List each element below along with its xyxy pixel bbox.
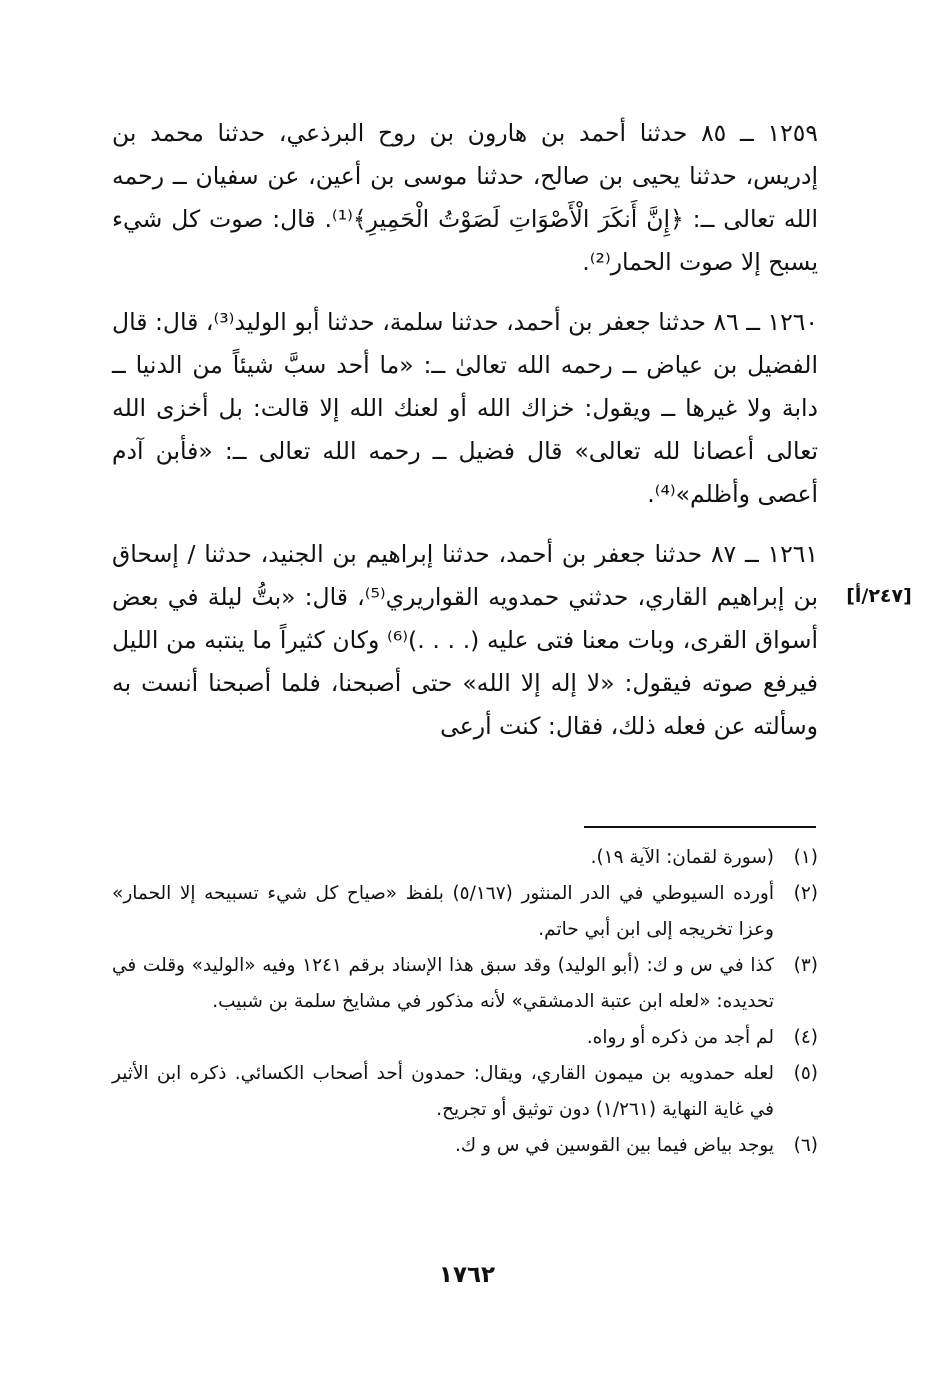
footnote-5 — [112, 1056, 818, 1128]
footnotes — [112, 840, 818, 1164]
footnote-separator — [584, 826, 816, 828]
page-number: ١٧٦٢ — [438, 1262, 496, 1288]
footnote-number: (٦) — [793, 1135, 818, 1156]
hadith-paragraph-1261: ١٢٦١ ــ ٨٧ حدثنا جعفر بن أحمد، حدثنا إبراهيم بن الجنيد، حدثنا / إسحاق بن إبراهيم القاري، حدثني حمدويه القواريري⁽⁵⁾، قال: «بتُّ ليلة في بعض أسواق القرى، وبات معنا فتى عليه (. . . .)⁽⁶⁾ وكان كثيراً ما ينتبه من الليل فيرفع صوته فيقول: «لا إله إلا الله» حتى أصبحنا، فلما أصبحنا أنست به وسألته عن فعله ذلك، فقال: كنت أرعى — [112, 540, 818, 740]
footnote-number: (٤) — [793, 1027, 818, 1048]
footnote-number: (٣) — [793, 955, 818, 976]
footnote-2 — [112, 876, 818, 948]
hadith-paragraph-1260: ١٢٦٠ ــ ٨٦ حدثنا جعفر بن أحمد، حدثنا سلمة، حدثنا أبو الوليد⁽³⁾، قال: قال الفضيل بن عياض ــ رحمه الله تعالىٰ ــ: «ما أحد سبَّ شيئاً من الدنيا ــ دابة ولا غيرها ــ ويقول: خزاك الله أو لعنك الله إلا قالت: بل أخزى الله تعالى أعصانا لله تعالى» قال فضيل ــ رحمه الله تعالى ــ: «فأبن آدم أعصى وأظلم»⁽⁴⁾. — [112, 308, 818, 508]
hadith-paragraph-1259: ١٢٥٩ ــ ٨٥ حدثنا أحمد بن هارون بن روح البرذعي، حدثنا محمد بن إدريس، حدثنا يحيى بن صالح، حدثنا موسى بن أعين، عن سفيان ــ رحمه الله تعالى ــ: ﴿إِنَّ أَنكَرَ الْأَصْوَاتِ لَصَوْتُ الْحَمِيرِ﴾⁽¹⁾. قال: صوت كل شيء يسبح إلا صوت الحمار⁽²⁾. — [112, 119, 818, 276]
main-text — [112, 112, 818, 765]
footnote-text: يوجد بياض فيما بين القوسين في س و ك. — [455, 1135, 774, 1156]
footnote-number: (٢) — [793, 883, 818, 904]
footnote-number: (١) — [793, 847, 818, 868]
footnote-text: لم أجد من ذكره أو رواه. — [586, 1027, 774, 1048]
footnote-4 — [112, 1020, 818, 1056]
footnote-text: (سورة لقمان: الآية ١٩). — [590, 847, 774, 868]
footnote-text: أورده السيوطي في الدر المنثور (٥/١٦٧) بلفظ «صياح كل شيء تسبيحه إلا الحمار» وعزا تخريجه إلى ابن أبي حاتم. — [112, 883, 775, 940]
footnote-1 — [112, 840, 818, 876]
footnote-text: كذا في س و ك: (أبو الوليد) وقد سبق هذا الإسناد برقم ١٢٤١ وفيه «الوليد» وقلت في تحديده: «لعله ابن عتبة الدمشقي» لأنه مذكور في مشايخ سلمة بن شبيب. — [112, 955, 774, 1012]
manuscript-folio-marker: [٢٤٧/أ] — [846, 585, 912, 607]
footnote-3 — [112, 948, 818, 1020]
footnote-number: (٥) — [793, 1063, 818, 1084]
footnote-6 — [112, 1128, 818, 1164]
footnote-text: لعله حمدويه بن ميمون القاري، ويقال: حمدون أحد أصحاب الكسائي. ذكره ابن الأثير في غاية النهاية (١/٢٦١) دون توثيق أو تجريح. — [112, 1063, 774, 1120]
